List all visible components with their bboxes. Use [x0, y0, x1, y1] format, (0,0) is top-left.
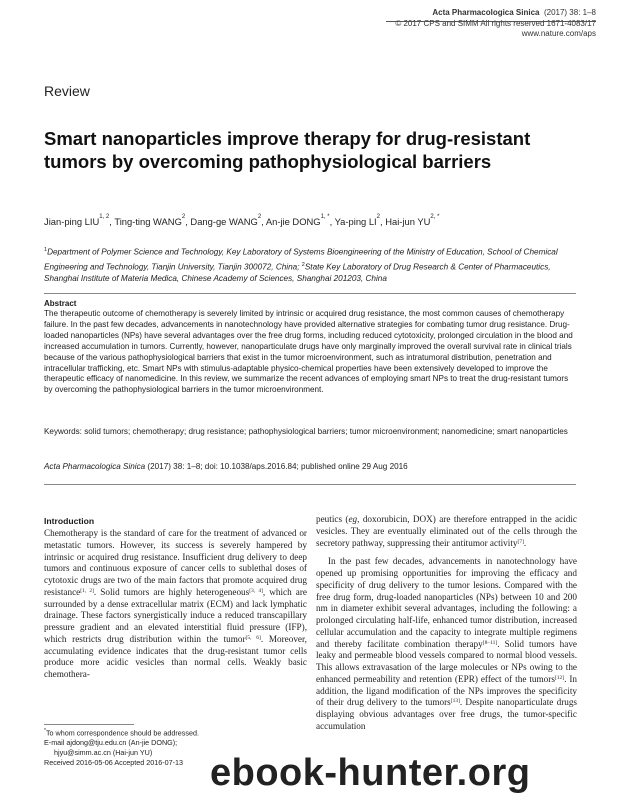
citation-journal: Acta Pharmacologica Sinica — [44, 462, 146, 471]
citation-bottom-divider — [44, 484, 576, 485]
reference-link[interactable]: [1, 2] — [80, 587, 94, 594]
reference-link[interactable]: [8–11] — [482, 639, 498, 646]
author-affil-mark: 1, * — [320, 214, 330, 220]
author: An-jie DONG — [265, 216, 321, 227]
reference-link[interactable]: [3, 4] — [249, 587, 263, 594]
affiliations — [44, 244, 574, 285]
body-text: peutics ( — [316, 514, 349, 524]
paragraph — [44, 528, 307, 681]
footnote-email[interactable]: E-mail ajdong@tju.edu.cn (An-jie DONG); — [44, 738, 178, 748]
body-text-italic: eg — [348, 514, 358, 524]
body-text: . In addition, the ligand modification of the NPs improves the specificity of their drug delivery to the tumors — [316, 673, 577, 708]
paragraph — [316, 514, 577, 549]
article-type: Review — [44, 83, 90, 99]
affil-mark: 2 — [301, 261, 305, 268]
journal-name: Acta Pharmacologica Sinica — [432, 8, 540, 17]
journal-volume: (2017) 38: 1–8 — [543, 8, 596, 17]
body-text: . Solid tumors are highly heterogeneous — [93, 586, 250, 597]
affiliation-1: Department of Polymer Science and Technology, Key Laboratory of Systems Bioengineering of the Ministry of Education, School of Chemical Engineering and Technology, Tianjin University, Tianjin 300072, China; — [44, 247, 558, 272]
body-text: , doxorubicin, DOX) are therefore entrapped in the acidic vesicles. They are eventually eliminated out of the cells through the secretory pathway, suppressing their antitumor activity — [316, 514, 577, 548]
citation-line — [44, 462, 408, 471]
article-title: Smart nanoparticles improve therapy for drug-resistant tumors by overcoming pathophysiological barriers — [44, 128, 531, 172]
abstract-heading: Abstract — [44, 299, 77, 308]
footnote-mark: * — [44, 728, 46, 734]
author-list: Jian-ping LIU$^{1, 2}$, Ting-ting WANG$^2$, Dang-ge WANG$^2$, An-jie $DONG^{1, *}$, Ya-ping $LI^2$, Hai-jun $YU^{2, *}$ — [44, 214, 440, 227]
reference-link[interactable]: [12] — [554, 674, 565, 681]
introduction-heading: Introduction — [44, 516, 95, 526]
reference-link[interactable]: [7] — [517, 538, 524, 545]
journal-header — [395, 8, 596, 40]
author: Dang-ge WANG — [190, 216, 258, 227]
author: Ya-ping LI — [334, 216, 377, 227]
citation-details: (2017) 38: 1–8; doi: 10.1038/aps.2016.84; published online 29 Aug 2016 — [145, 462, 408, 471]
body-text: . Solid tumors have leaky and permeable blood vessels compared to normal blood vessels. This allows extravasation of the large molecules or NPs owing to the enhanced permeability and retention (EPR) effect of the tumors — [316, 638, 577, 684]
body-text: . Moreover, accumulating evidence indicates that the drug-resistant tumor cells produce more acidic vesicles than normal cells. Weakly basic chemothera- — [44, 633, 307, 679]
affil-mark: 1 — [44, 247, 48, 253]
keywords-text: solid tumors; chemotherapy; drug resistance; pathophysiological barriers; tumor microenvironment; nanomedicine; smart nanoparticles — [81, 427, 568, 436]
body-column-right — [316, 514, 577, 733]
author-affil-mark: 2, * — [430, 214, 440, 220]
author-affil-mark: 2 — [181, 214, 186, 220]
author: Jian-ping LIU — [44, 216, 100, 227]
body-text: , which are surrounded by a dense extracellular matrix (ECM) and lack lymphatic drainage. These factors synergistically induce a reduced transcapillary pressure gradient and an elevated interstitial fluid pressure (IFP), which restricts drug distribution within the tumor — [44, 586, 307, 644]
copyright-line: © 2017 CPS and SIMM All rights reserved 1671-4083/17 — [395, 18, 596, 28]
body-text: In the past few decades, advancements in nanotechnology have opened up promising opportunities for improving the efficacy and specificity of drug delivery to the tumor lesions. Compared with the free drug form, drug-loaded nanoparticles (NPs) between 10 and 200 nm in diameter exhibit several advantages, including the following: a prolonged circulating half-life, enhanced tumor distribution, increased cellular accumulation and the capacity to integrate multiple regimens and thereby facilitate combination therapy — [316, 556, 577, 649]
received-accepted-dates: Received 2016-05-06 Accepted 2016-07-13 — [44, 758, 184, 768]
footnote-corr: To whom correspondence should be addressed. — [45, 728, 199, 738]
reference-link[interactable]: [5, 6] — [245, 634, 261, 641]
body-column-left — [44, 528, 307, 681]
body-text: . Despite nanoparticulate drugs displaying obvious advantages over free drugs, the tumor-specific accumulation — [316, 697, 578, 731]
author-affil-mark: 1, 2 — [99, 214, 110, 220]
abstract-text: The therapeutic outcome of chemotherapy is severely limited by intrinsic or acquired drug resistance, the most common causes of chemotherapy failure. In the past few decades, advancements in nanotechnology have provided alternative strategies for combating tumor drug resistance. Drug-loaded nanoparticles (NPs) have several advantages over the free drug forms, including reduced cytotoxicity, prolonged circulation in the blood and increased accumulation in tumors. Currently, however, nanoparticulate drugs have only marginally improved the overall survival rate in clinical trials because of the various pathophysiological barriers that exist in the tumor microenvironment, such as intratumoral distribution, penetration and intracellular trafficking, etc. Smart NPs with stimulus-adaptable physico-chemical properties have been extensively developed to improve the therapeutic efficacy of nanomedicine. In this review, we summarize the recent advances of employing smart NPs to treat the drug-resistant tumors by overcoming the pathophysiological barriers in the tumor microenvironment. — [44, 309, 573, 395]
author: Ting-ting WANG — [114, 216, 182, 227]
journal-url[interactable]: www.nature.com/aps — [521, 29, 596, 38]
affiliation-2: State Key Laboratory of Drug Research & Center of Pharmaceutics, Shanghai Institute of Materia Medica, Chinese Academy of Sciences, Shanghai 201203, China — [44, 262, 551, 284]
keywords-label: Keywords: — [44, 427, 82, 436]
abstract-top-divider — [44, 293, 576, 294]
paragraph — [316, 556, 577, 732]
author-affil-mark: 2 — [376, 214, 381, 220]
body-text: . — [523, 537, 527, 548]
footnote-divider — [44, 724, 134, 725]
keywords — [44, 427, 576, 438]
author: Hai-jun YU — [385, 216, 431, 227]
body-text: Chemotherapy is the standard of care for the treatment of advanced or metastatic tumors. However, its success is severely hampered by intrinsic or acquired drug resistance. Insufficient drug delivery to deep tumors and continuous exposure of cancer cells to sublethal doses of cytotoxic drugs are two of the main factors that promote acquired drug resistance — [44, 528, 307, 597]
header-divider — [386, 21, 596, 22]
author-affil-mark: 2 — [257, 214, 262, 220]
reference-link[interactable]: [13] — [450, 698, 460, 705]
watermark: ebook-hunter.org — [210, 752, 531, 794]
footnote-email[interactable]: hjyu@simm.ac.cn (Hai-jun YU) — [54, 748, 153, 758]
